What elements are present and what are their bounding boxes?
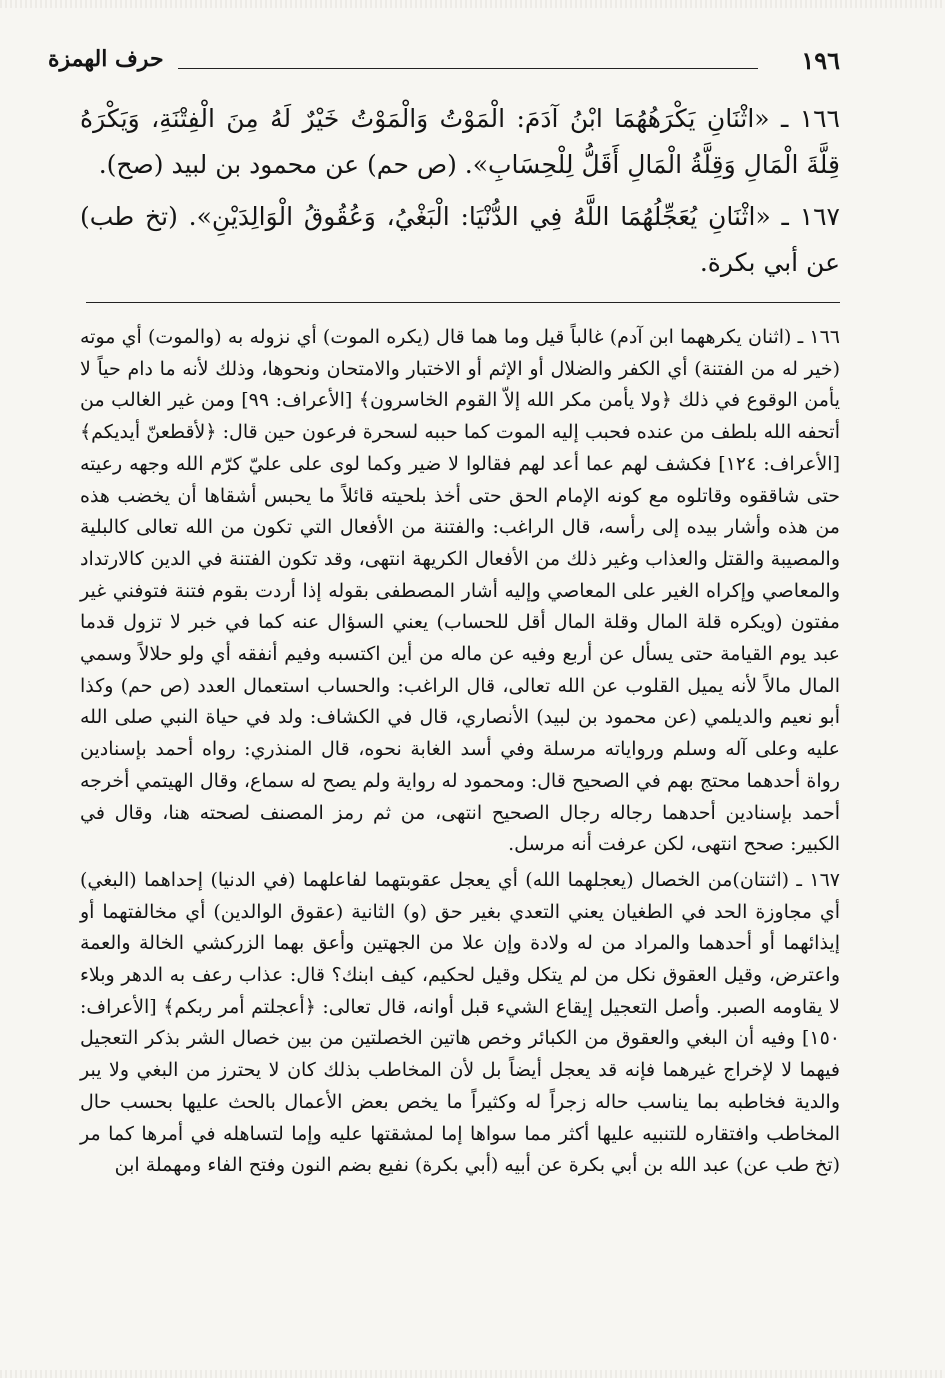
hadith-text-block bbox=[80, 96, 840, 292]
scan-edge-bottom bbox=[0, 1370, 945, 1378]
section-divider bbox=[86, 302, 840, 303]
scan-edge-top bbox=[0, 0, 945, 8]
chapter-title: حرف الهمزة bbox=[48, 46, 164, 72]
commentary-block bbox=[80, 322, 840, 1186]
page-number: ١٩٦ bbox=[801, 46, 840, 75]
page-header bbox=[48, 44, 840, 80]
header-rule bbox=[178, 68, 758, 69]
commentary-166: ١٦٦ ـ (اثنان يكرههما ابن آدم) غالباً قيل وما هما قال (يكره الموت) أي نزوله به (والموت) أي موته (خير له من الفتنة) أي الكفر والضلال أو الإثم أو الاختبار والامتحان ونحوها، وذلك لأنه ما دام حياً لا يأمن الوقوع في ذلك ﴿ولا يأمن مكر الله إلاّ القوم الخاسرون﴾ [الأعراف: ٩٩] ومن غير الغالب من أتحفه الله بلطف من عنده فحبب إليه الموت كما حببه لسحرة فرعون حين قال: ﴿لأقطعنّ أيديكم﴾ [الأعراف: ١٢٤] فكشف لهم عما أعد لهم فقالوا لا ضير وكما لوى على عليّ كرّم الله وجهه رعيته حتى شاققوه وقاتلوه مع كونه الإمام الحق حتى أخذ بلحيته قائلاً ما يحبس أشقاها أن يخضب هذه من هذه وأشار بيده إلى رأسه، قال الراغب: والفتنة من الأفعال التي تكون من الله تعالى كالبلية والمصيبة والقتل والعذاب وغير ذلك من الأفعال الكريهة انتهى، وقد تكون الفتنة في الدين كالارتداد والمعاصي وإكراه الغير على المعاصي وإليه أشار المصطفى بقوله إذا أردت بقوم فتنة فتوفني غير مفتون (ويكره قلة المال وقلة المال أقل للحساب) يعني السؤال عنه كما في خبر لا تزول قدما عبد يوم القيامة حتى يسأل عن أربع وفيه عن ماله من أين اكتسبه وفيم أنفقه أي ولو حلالاً وسمي المال مالاً لأنه يميل القلوب عن الله تعالى، قال الراغب: والحساب استعمال العدد (ص حم) وكذا أبو نعيم والديلمي (عن محمود بن لبيد) الأنصاري، قال في الكشاف: ولد في حياة النبي صلى الله عليه وعلى آله وسلم ورواياته مرسلة وفي أسد الغابة نحوه، قال المنذري: رواه أحمد بإسنادين رواة أحدهما محتج بهم في الصحيح قال: ومحمود له رواية ولم يصح له سماع، وقال الهيتمي أخرجه أحمد بإسنادين أحدهما رجاله رجال الصحيح انتهى، من ثم رمز المصنف لصحته هنا، وقال في الكبير: صحح انتهى، لكن عرفت أنه مرسل. bbox=[80, 326, 841, 856]
hadith-166: ١٦٦ ـ «اثْنَانِ يَكْرَهُهُمَا ابْنُ آدَمَ: الْمَوْتُ وَالْمَوْتُ خَيْرٌ لَهُ مِنَ الْفِتْنَةِ، وَيَكْرَهُ قِلَّةَ الْمَالِ وَقِلَّةُ الْمَالِ أَقَلُّ لِلْحِسَابِ». (ص حم) عن محمود بن لبيد (صح). bbox=[80, 104, 840, 179]
commentary-167: ١٦٧ ـ (اثنتان)من الخصال (يعجلهما الله) أي يعجل عقوبتهما لفاعلهما (في الدنيا) إحداهما (البغي) أي مجاوزة الحد في الطغيان يعني التعدي بغير حق (و) الثانية (عقوق الوالدين) أي مخالفتهما أو إيذائهما أو أحدهما والمراد من له ولادة وإن علا من الجهتين وأعق بهما الزركشي الخالة والعمة واعترض، وقيل العقوق نكل من لم يتكل وقيل لحكيم، كيف ابنك؟ قال: عذاب رعف به الدهر وبلاء لا يقاومه الصبر. وأصل التعجيل إيقاع الشيء قبل أوانه، قال تعالى: ﴿أعجلتم أمر ربكم﴾ [الأعراف: ١٥٠] وفيه أن البغي والعقوق من الكبائر وخص هاتين الخصلتين من بين خصال الشر بذكر التعجيل فيهما لا لإخراج غيرهما فإنه قد يعجل أيضاً بل لأن المخاطب بذلك كان لا يحترز من البغي ولا يبر والدية فخاطبه بما يناسب حاله زجراً له وكثيراً ما يخص بعض الأعمال بالحث عليها بحسب حال المخاطب وافتقاره للتنبيه عليها أكثر مما سواها إما لمشقتها عليه وإما لتساهله في أمرها كما مر (تخ طب عن) عبد الله بن أبي بكرة عن أبيه (أبي بكرة) نفيع بضم النون وفتح الفاء ومهملة ابن bbox=[80, 868, 841, 1177]
hadith-167: ١٦٧ ـ «اثْنَانِ يُعَجِّلُهُمَا اللَّهُ فِي الدُّنْيَا: الْبَغْيُ، وَعُقُوقُ الْوَالِدَيْنِ». (تخ طب) عن أبي بكرة. bbox=[80, 202, 840, 277]
